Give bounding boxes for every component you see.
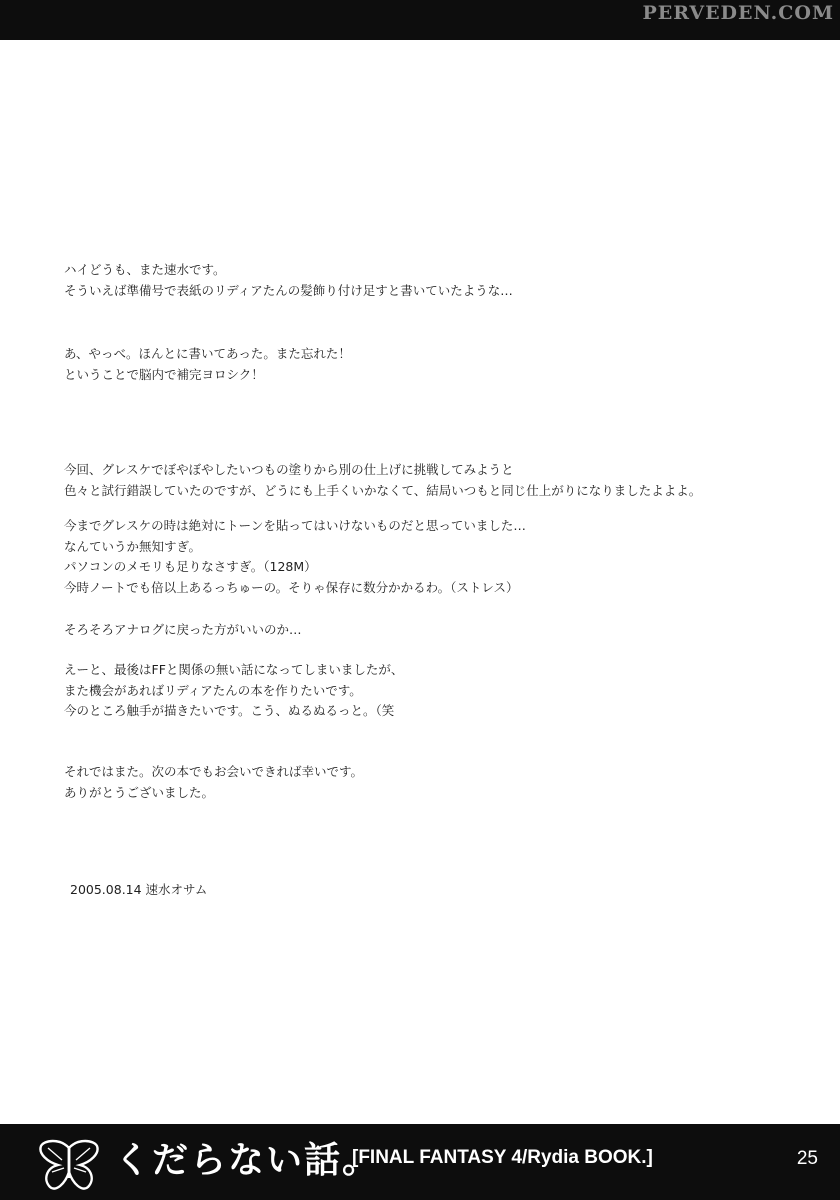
paragraph-3 — [64, 460, 701, 501]
watermark: PERVEDEN.COM — [642, 2, 834, 24]
paragraph-4 — [64, 516, 526, 598]
text-line: それではまた。次の本でもお会いできれば幸いです。 — [64, 764, 364, 779]
series-label: [FINAL FANTASY 4/Rydia BOOK.] — [352, 1147, 653, 1168]
text-line: また機会があればリディアたんの本を作りたいです。 — [64, 682, 362, 698]
text-line: 今回、グレスケでぼやぼやしたいつもの塗りから別の仕上げに挑戦してみようと — [64, 462, 514, 477]
text-line: なんていうか無知すぎ。 — [64, 538, 202, 554]
text-line: あ、やっべ。ほんとに書いてあった。また忘れた！ — [64, 346, 351, 361]
top-bar — [0, 0, 840, 40]
book-title: くだらない話。 — [114, 1140, 381, 1181]
text-line: ということで脳内で補完ヨロシク！ — [64, 366, 264, 382]
text-line: ハイどうも、また速水です。 — [64, 262, 226, 277]
paragraph-6 — [64, 660, 403, 722]
date-signature: 2005.08.14 速水オサム — [70, 882, 208, 897]
text-line: えーと、最後はFFと関係の無い話になってしまいましたが、 — [64, 662, 404, 677]
paragraph-2 — [64, 344, 351, 385]
page-number: 25 — [796, 1148, 818, 1169]
text-line: 今時ノートでも倍以上あるっちゅーの。そりゃ保存に数分かかるわ。（ストレス） — [64, 579, 519, 595]
paragraph-7 — [64, 762, 363, 803]
text-line: そろそろアナログに戻った方がいいのか… — [64, 622, 302, 637]
butterfly-icon — [38, 1138, 100, 1192]
text-line: 今のところ触手が描きたいです。こう、ぬるぬるっと。（笑 — [64, 703, 395, 719]
text-line: 今までグレスケの時は絶対にトーンを貼ってはいけないものだと思っていました… — [64, 518, 526, 533]
text-line: そういえば準備号で表紙のリディアたんの髪飾り付け足すと書いていたような… — [64, 282, 513, 298]
text-line: ありがとうございました。 — [64, 784, 215, 800]
paragraph-5 — [64, 620, 302, 641]
bottom-bar — [0, 1124, 840, 1200]
text-line: 色々と試行錯誤していたのですが、どうにも上手くいかなくて、結局いつもと同じ仕上がりになりましたよよよ。 — [64, 482, 702, 498]
text-line: パソコンのメモリも足りなさすぎ。（128M） — [64, 559, 317, 575]
paragraph-1 — [64, 260, 513, 301]
